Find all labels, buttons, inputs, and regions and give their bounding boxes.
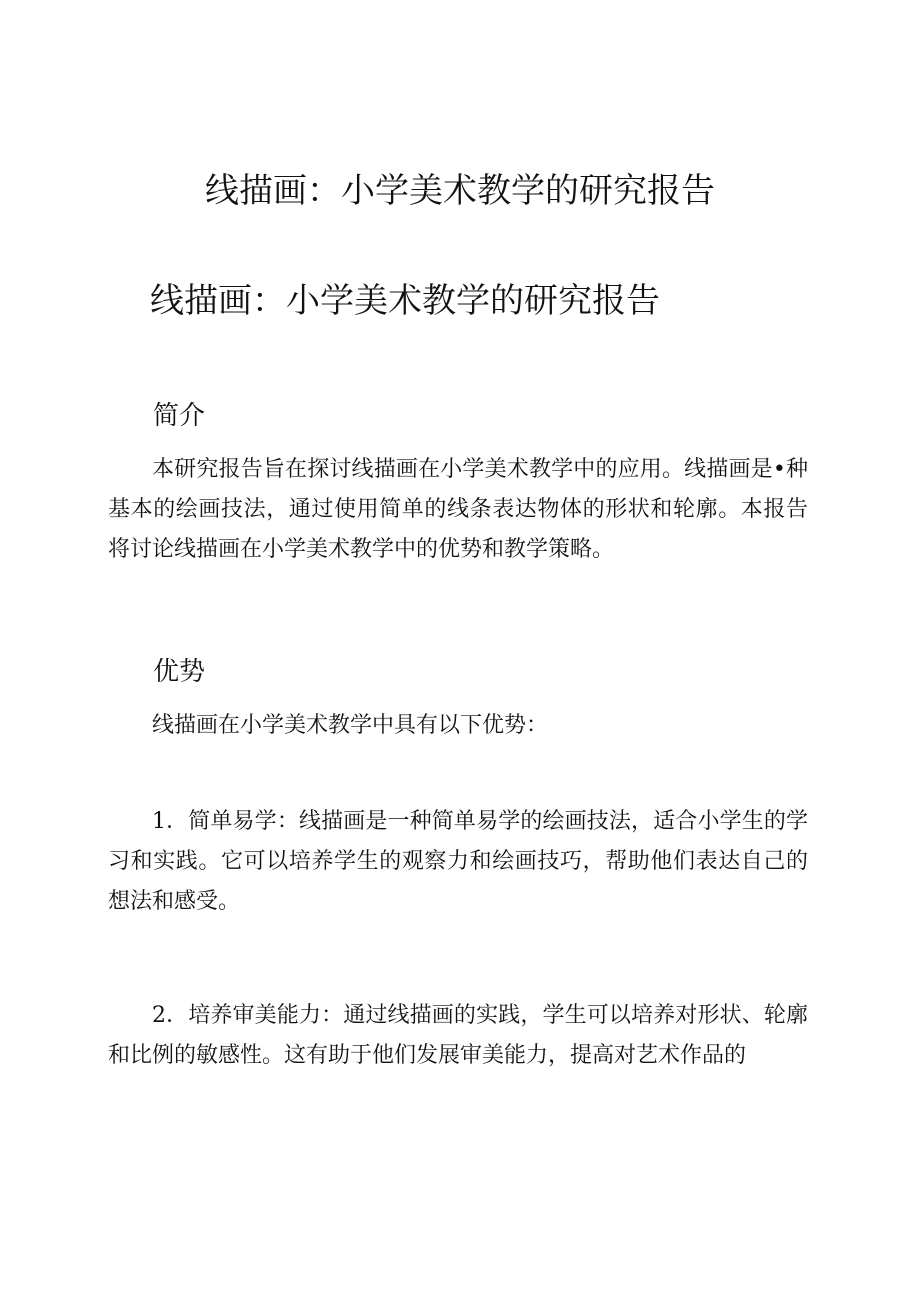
advantage-item-1: 1．简单易学：线描画是一种简单易学的绘画技法，适合小学生的学习和实践。它可以培养学生的观察力和绘画技巧，帮助他们表达自己的想法和感受。 xyxy=(108,809,808,914)
section-heading-intro: 简介 xyxy=(153,401,206,431)
section-heading-advantages: 优势 xyxy=(153,657,206,687)
advantage-item-2: 2．培养审美能力：通过线描画的实践，学生可以培养对形状、轮廓和比例的敏感性。这有助于他们发展审美能力，提高对艺术作品的 xyxy=(108,1003,808,1068)
intro-paragraph: 本研究报告旨在探讨线描画在小学美术教学中的应用。线描画是•种基本的绘画技法，通过使用简单的线条表达物体的形状和轮廓。本报告将讨论线描画在小学美术教学中的优势和教学策略。 xyxy=(108,457,808,562)
document-title: 线描画：小学美术教学的研究报告 xyxy=(205,171,715,211)
advantages-intro-paragraph: 线描画在小学美术教学中具有以下优势： xyxy=(152,713,549,738)
document-subtitle: 线描画：小学美术教学的研究报告 xyxy=(150,281,660,321)
